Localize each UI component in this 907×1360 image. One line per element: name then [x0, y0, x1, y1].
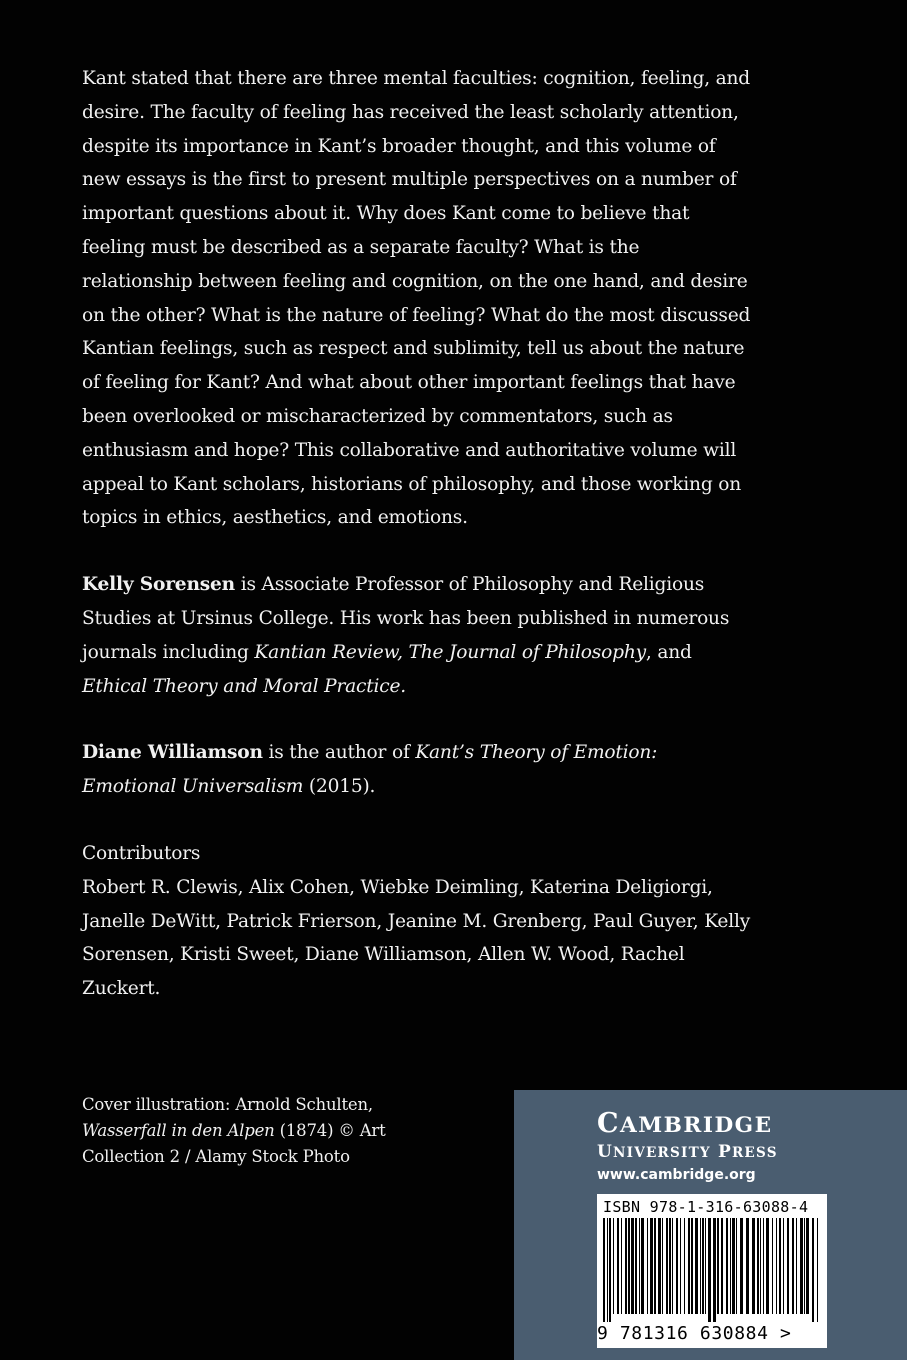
- barcode-bar: [726, 1218, 728, 1314]
- barcode-bar: [680, 1218, 681, 1314]
- barcode-bar: [746, 1218, 749, 1314]
- cover-credit: Cover illustration: Arnold Schulten, Wasserfall in den Alpen (1874) © Art Collection 2 / Alamy Stock Photo: [82, 1095, 386, 1166]
- editor-name: Diane Williamson: [82, 742, 263, 764]
- barcode-bar: [779, 1218, 781, 1314]
- barcode-bar: [672, 1218, 673, 1314]
- barcode-bar: [796, 1218, 797, 1314]
- barcode-bar: [804, 1218, 805, 1314]
- barcode-bar: [631, 1218, 634, 1314]
- barcode-bar: [700, 1218, 701, 1314]
- barcode-bar: [792, 1218, 794, 1314]
- barcode-bar: [760, 1218, 761, 1314]
- blurb: Kant stated that there are three mental faculties: cognition, feeling, and desire. The faculty of feeling has received the least scholarly attention, despite its importance in Kant’s broader thought, and this volume of new essays is the first to present multiple perspectives on a number of important questions about it. Why does Kant come to believe that feeling must be described as a separate faculty? What is the relationship between feeling and cognition, on the one hand, and desire on the other? What is the nature of feeling? What do the most discussed Kantian feelings, such as respect and sublimity, tell us about the nature of feeling for Kant? And what about other important feelings that have been overlooked or mischaracterized by commentators, such as enthusiasm and hope? This collaborative and authoritative volume will appeal to Kant scholars, historians of philosophy, and those working on topics in ethics, aesthetics, and emotions.: [82, 68, 751, 529]
- barcode-bar: [669, 1218, 671, 1314]
- barcode-bar: [708, 1218, 711, 1322]
- barcode-bar: [752, 1218, 755, 1314]
- publisher-logo: CAMBRIDGE: [597, 1108, 773, 1139]
- barcode-bar: [658, 1218, 661, 1314]
- barcode-bar: [713, 1218, 716, 1322]
- barcode-bar: [772, 1218, 773, 1314]
- barcode-bar: [721, 1218, 723, 1314]
- barcode-bar: [757, 1218, 759, 1314]
- barcode-bar: [641, 1218, 644, 1314]
- barcode-digits: 9 781316 630884 >: [597, 1323, 792, 1344]
- contributors-list: Robert R. Clewis, Alix Cohen, Wiebke Deimling, Katerina Deligiorgi, Janelle DeWitt, Patrick Frierson, Jeanine M. Grenberg, Paul Guyer, Kelly Sorensen, Kristi Sweet, Diane Williamson, Allen W. Wood, Rachel Zuckert.: [82, 876, 750, 1000]
- publisher-url: www.cambridge.org: [597, 1167, 756, 1183]
- barcode-bar: [613, 1218, 614, 1314]
- barcode-bar: [628, 1218, 630, 1314]
- isbn-label: ISBN 978-1-316-63088-4: [603, 1198, 809, 1216]
- artwork-title: Wasserfall in den Alpen: [82, 1121, 275, 1140]
- barcode-bar: [806, 1218, 809, 1314]
- barcode-bar: [766, 1218, 769, 1314]
- barcode-bar: [695, 1218, 698, 1314]
- journal-title: Ethical Theory and Moral Practice.: [82, 675, 406, 697]
- barcode-bar: [783, 1218, 784, 1314]
- barcode-bar: [812, 1218, 814, 1322]
- barcode-bar: [662, 1218, 663, 1314]
- barcode-bar: [740, 1218, 743, 1314]
- barcode-bar: [730, 1218, 731, 1314]
- barcode-bar: [650, 1218, 653, 1314]
- barcode-bar: [617, 1218, 619, 1314]
- barcode-bar: [717, 1218, 719, 1314]
- barcode-bar: [676, 1218, 678, 1314]
- editor-bio-sorensen: Kelly Sorensen is Associate Professor of Philosophy and Religious Studies at Ursinus College. His work has been published in numerous journals including Kantian Review, The Journal of Philosophy, and Ethical Theory and Moral Practice.: [82, 574, 730, 697]
- barcode-bar: [688, 1218, 690, 1314]
- barcode-bar: [654, 1218, 656, 1314]
- barcode-bar: [736, 1218, 737, 1314]
- editor-name: Kelly Sorensen: [82, 574, 235, 596]
- barcode-bar: [666, 1218, 668, 1314]
- barcode-bars: [597, 1218, 827, 1322]
- editor-bio-williamson: Diane Williamson is the author of Kant’s Theory of Emotion: Emotional Universalism (2015).: [82, 742, 658, 798]
- barcode-bar: [625, 1218, 627, 1314]
- barcode-bar: [776, 1218, 777, 1314]
- journal-list: Kantian Review, The Journal of Philosophy: [254, 641, 646, 663]
- publisher-panel: [514, 1090, 907, 1360]
- barcode-bar: [639, 1218, 640, 1314]
- barcode-bar: [787, 1218, 789, 1314]
- barcode-bar: [763, 1218, 764, 1314]
- barcode-bar: [609, 1218, 611, 1322]
- barcode-bar: [635, 1218, 637, 1314]
- barcode-bar: [647, 1218, 648, 1314]
- barcode-bar: [691, 1218, 693, 1314]
- barcode-bar: [732, 1218, 735, 1314]
- barcode-bar: [817, 1218, 818, 1322]
- barcode-bar: [684, 1218, 685, 1314]
- barcode-bar: [603, 1218, 605, 1322]
- barcode-bar: [800, 1218, 803, 1314]
- book-title: Kant’s Theory of Emotion: Emotional Universalism: [82, 742, 658, 798]
- barcode-bar: [607, 1218, 608, 1322]
- barcode-bar: [702, 1218, 704, 1314]
- contributors-heading: Contributors: [82, 842, 201, 864]
- back-cover-text: [82, 62, 752, 1006]
- barcode-bar: [705, 1218, 706, 1314]
- publisher-subtitle: UNIVERSITY PRESS: [597, 1142, 778, 1162]
- barcode-bar: [621, 1218, 622, 1314]
- barcode: [597, 1194, 827, 1348]
